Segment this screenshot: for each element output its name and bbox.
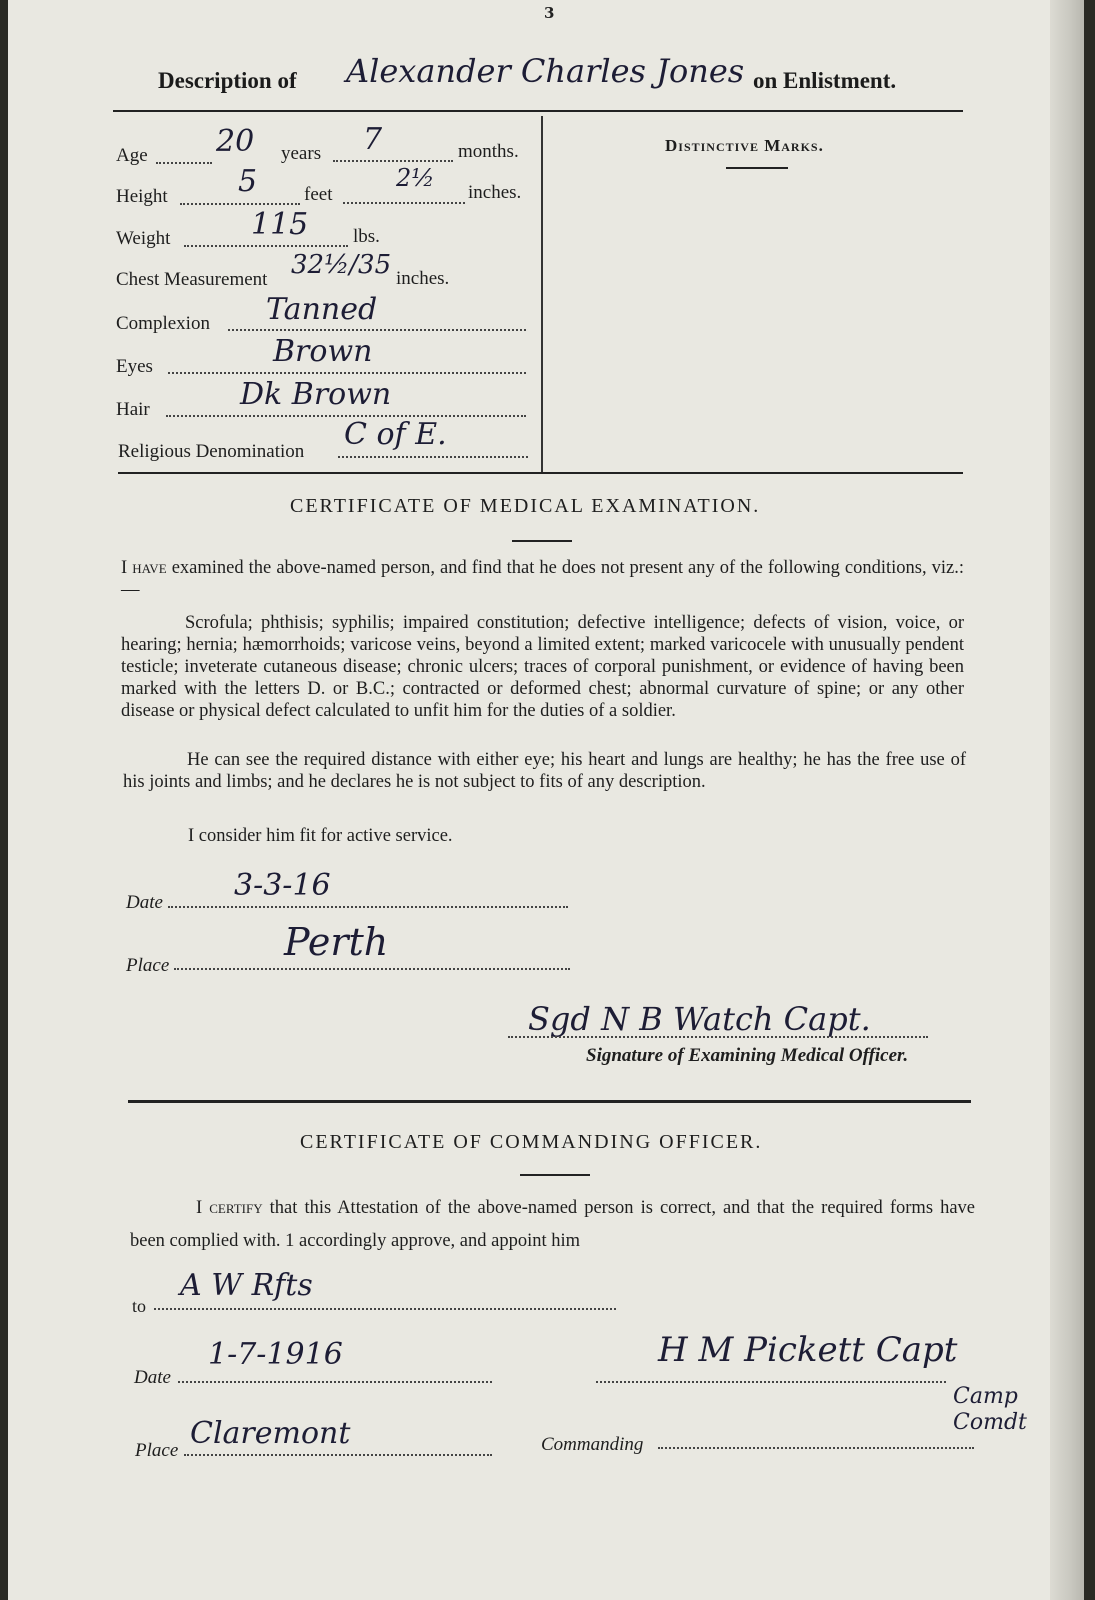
weight-dots — [184, 245, 348, 247]
description-rule — [118, 472, 963, 474]
medical-title-underline — [512, 540, 572, 542]
medical-signature-dots — [508, 1036, 928, 1038]
camp-commandant-note: Camp Comdt — [953, 1384, 1027, 1435]
medical-place-label: Place — [126, 955, 170, 976]
hair-label: Hair — [116, 399, 150, 420]
feet-label: feet — [304, 184, 333, 205]
commanding-place-label: Place — [135, 1440, 179, 1461]
medical-date-dots — [168, 906, 568, 908]
medical-place-value: Perth — [284, 920, 389, 964]
lbs-label: lbs. — [353, 226, 380, 247]
eyes-value: Brown — [273, 334, 373, 369]
medical-intro-text: examined the above-named person, and find that he does not present any of the following conditions, viz.:— — [121, 558, 965, 600]
complexion-value: Tanned — [266, 292, 378, 327]
commanding-date-value: 1-7-1916 — [208, 1337, 343, 1372]
to-dots — [154, 1308, 616, 1310]
height-label: Height — [116, 186, 168, 207]
complexion-label: Complexion — [116, 313, 210, 334]
medical-certificate-title: CERTIFICATE OF MEDICAL EXAMINATION. — [290, 495, 761, 517]
chest-value: 32½/35 — [291, 250, 392, 280]
to-value: A W Rfts — [180, 1268, 313, 1303]
commanding-certificate-title: CERTIFICATE OF COMMANDING OFFICER. — [300, 1131, 763, 1153]
months-label: months. — [458, 141, 519, 162]
commanding-date-label: Date — [134, 1367, 171, 1388]
column-divider — [541, 116, 543, 472]
age-label: Age — [116, 145, 148, 166]
height-dots — [180, 203, 300, 205]
distinctive-marks-label: Distinctive Marks. — [665, 136, 824, 155]
commanding-label: Commanding — [541, 1434, 644, 1455]
medical-date-value: 3-3-16 — [234, 868, 331, 903]
medical-intro-have: I have — [121, 558, 167, 578]
header-rule — [113, 110, 963, 112]
years-label: years — [281, 143, 322, 164]
religion-value: C of E. — [344, 417, 447, 452]
height-feet-value: 5 — [238, 164, 258, 199]
inches-dots — [343, 202, 465, 204]
medical-date-label: Date — [126, 892, 163, 913]
eyes-dots — [168, 372, 526, 374]
recruit-name: Alexander Charles Jones — [346, 52, 745, 90]
commanding-title-underline — [520, 1174, 590, 1176]
eyes-label: Eyes — [116, 356, 153, 377]
commanding-date-dots — [178, 1381, 492, 1383]
medical-fit-statement: I consider him fit for active service. — [188, 826, 453, 846]
age-months-value: 7 — [363, 122, 383, 157]
weight-label: Weight — [116, 228, 171, 249]
religion-label: Religious Denomination — [118, 441, 305, 462]
to-label: to — [132, 1296, 147, 1316]
inches-label: inches. — [468, 182, 522, 203]
commanding-signature-dots — [596, 1381, 946, 1383]
page-number: 3 — [544, 4, 555, 22]
commanding-certify-text — [130, 1192, 975, 1258]
marks-underline — [726, 167, 788, 169]
commanding-place-dots — [184, 1454, 492, 1456]
religion-dots — [338, 456, 528, 458]
header-prefix: Description of — [158, 68, 297, 93]
commanding-officer-signature: H M Pickett Capt — [658, 1330, 958, 1370]
certify-rest: that this Attestation of the above-named person is correct, and that the required forms have been complied with. 1 accordingly approve, and appoint him — [130, 1198, 975, 1251]
medical-conditions: Scrofula; phthisis; syphilis; impaired constitution; defective intelligence; defects of vision, voice, or hearing; hernia; hæmorrhoids; varicose veins, beyond a limited extent; marked varicocele with unusually pendent testicle; inveterate cutaneous disease; chronic ulcers; traces of corporal punishment, or evidence of having been marked with the letters D. or B.C.; contracted or deformed chest; abnormal curvature of spine; or any other disease or physical defect calculated to unfit him for the duties of a soldier. — [121, 613, 964, 721]
chest-label: Chest Measurement — [116, 269, 268, 290]
complexion-dots — [228, 329, 526, 331]
commanding-dots — [658, 1447, 974, 1449]
medical-place-dots — [174, 968, 570, 970]
page-edge — [1050, 0, 1084, 1600]
months-dots — [333, 160, 453, 162]
age-years-value: 20 — [216, 124, 255, 159]
hair-value: Dk Brown — [240, 377, 392, 412]
medical-officer-signature: Sgd N B Watch Capt. — [528, 1000, 871, 1038]
weight-value: 115 — [251, 207, 309, 242]
height-inches-value: 2½ — [396, 164, 435, 192]
medical-signature-label: Signature of Examining Medical Officer. — [586, 1045, 909, 1066]
medical-heart-lungs: He can see the required distance with either eye; his heart and lungs are healthy; he has the free use of his joints and limbs; and he declares he is not subject to fits of any description. — [123, 750, 966, 792]
age-dots — [156, 162, 212, 164]
chest-unit: inches. — [396, 268, 450, 289]
commanding-place-value: Claremont — [190, 1416, 351, 1451]
medical-bottom-rule — [128, 1100, 971, 1103]
header-suffix: on Enlistment. — [753, 68, 897, 93]
medical-intro — [121, 557, 964, 601]
attestation-page — [8, 0, 1084, 1600]
certify-word: I certify — [196, 1198, 263, 1218]
